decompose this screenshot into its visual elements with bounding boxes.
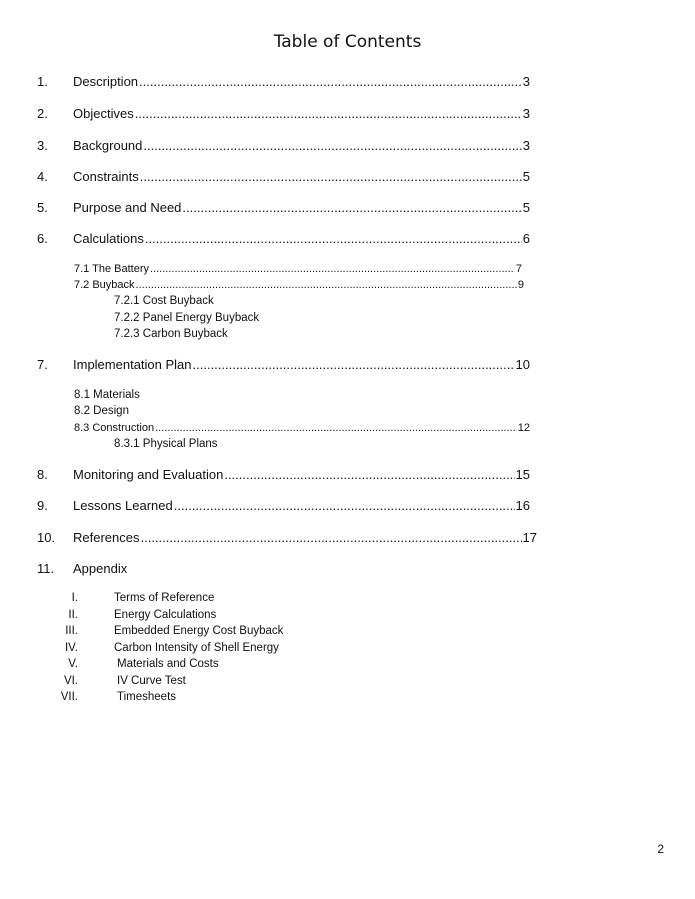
dot-leader: [150, 263, 515, 275]
subentry-page: 12: [517, 422, 530, 434]
dot-leader: [135, 106, 522, 121]
appendix-numeral: I.: [71, 592, 78, 604]
entry-page: 16: [515, 498, 530, 513]
entry-label: Monitoring and Evaluation: [73, 467, 224, 482]
toc-subentry-materials[interactable]: 8.1 Materials: [74, 389, 140, 401]
appendix-item-timesheets[interactable]: Timesheets: [117, 691, 177, 703]
toc-subentry-battery[interactable]: [74, 263, 522, 275]
entry-page: 5: [522, 169, 530, 184]
entry-number: 8.: [37, 467, 48, 482]
entry-page: 3: [522, 106, 530, 121]
entry-label: Objectives: [73, 106, 134, 121]
dot-leader: [140, 169, 522, 184]
appendix-numeral: VI.: [63, 675, 78, 687]
toc-entry-purpose-and-need[interactable]: [37, 200, 530, 215]
entry-number: 3.: [37, 138, 48, 153]
subentry-label: 7.1 The Battery: [74, 263, 150, 275]
appendix-item-materials-and-costs[interactable]: Materials and Costs: [117, 658, 219, 670]
dot-leader: [145, 231, 522, 246]
entry-label: References: [73, 530, 140, 545]
toc-entry-objectives[interactable]: [37, 106, 530, 121]
appendix-numeral: III.: [65, 625, 78, 637]
toc-subentry-design[interactable]: 8.2 Design: [74, 405, 129, 417]
entry-label: Purpose and Need: [73, 200, 182, 215]
appendix-numeral: II.: [68, 609, 78, 621]
entry-number: 9.: [37, 498, 48, 513]
appendix-numeral: VII.: [60, 691, 78, 703]
entry-page: 10: [515, 357, 530, 372]
dot-leader: [155, 422, 517, 434]
entry-page: 15: [515, 467, 530, 482]
page-number: 2: [657, 842, 664, 856]
entry-label: Background: [73, 138, 143, 153]
appendix-numeral: V.: [68, 658, 78, 670]
toc-subentry-physical-plans[interactable]: 8.3.1 Physical Plans: [114, 438, 218, 450]
toc-entry-description[interactable]: [37, 74, 530, 89]
entry-page: 5: [522, 200, 530, 215]
dot-leader: [224, 467, 514, 482]
toc-subentry-carbon-buyback[interactable]: 7.2.3 Carbon Buyback: [114, 328, 228, 340]
toc-entry-constraints[interactable]: [37, 169, 530, 184]
toc-entry-calculations[interactable]: [37, 231, 530, 246]
toc-entry-monitoring-evaluation[interactable]: [37, 467, 530, 482]
entry-label: Appendix: [73, 561, 128, 576]
entry-page: 3: [522, 138, 530, 153]
dot-leader: [193, 357, 515, 372]
appendix-item-iv-curve-test[interactable]: IV Curve Test: [117, 675, 186, 687]
toc-subentry-buyback[interactable]: [74, 279, 524, 291]
entry-label: Calculations: [73, 231, 144, 246]
toc-entry-appendix[interactable]: [37, 561, 530, 576]
dot-leader: [140, 530, 521, 545]
page-title: Table of Contents: [273, 32, 422, 52]
appendix-numeral: IV.: [64, 642, 78, 654]
entry-page: 3: [522, 74, 530, 89]
subentry-label: 7.2 Buyback: [74, 279, 135, 291]
entry-number: 6.: [37, 231, 48, 246]
subentry-page: 7: [515, 263, 522, 275]
toc-entry-lessons-learned[interactable]: [37, 498, 530, 513]
appendix-item-energy-calculations[interactable]: Energy Calculations: [114, 609, 217, 621]
toc-subentry-panel-energy-buyback[interactable]: 7.2.2 Panel Energy Buyback: [114, 312, 260, 324]
dot-leader: [174, 498, 515, 513]
toc-entry-background[interactable]: [37, 138, 530, 153]
dot-leader: [182, 200, 521, 215]
entry-label: Lessons Learned: [73, 498, 173, 513]
toc-subentry-cost-buyback[interactable]: 7.2.1 Cost Buyback: [114, 295, 214, 307]
entry-label: Constraints: [73, 169, 139, 184]
entry-number: 2.: [37, 106, 48, 121]
entry-number: 10.: [37, 530, 56, 545]
dot-leader: [136, 279, 517, 291]
toc-entry-references[interactable]: [37, 530, 537, 545]
entry-label: Implementation Plan: [73, 357, 192, 372]
entry-page: 6: [522, 231, 530, 246]
entry-number: 1.: [37, 74, 48, 89]
dot-leader: [139, 74, 522, 89]
appendix-item-carbon-intensity[interactable]: Carbon Intensity of Shell Energy: [114, 642, 279, 654]
entry-number: 11.: [37, 561, 55, 576]
entry-number: 4.: [37, 169, 48, 184]
subentry-label: 8.3 Construction: [74, 422, 155, 434]
entry-label: Description: [73, 74, 139, 89]
entry-number: 7.: [37, 357, 48, 372]
subentry-page: 9: [517, 279, 524, 291]
toc-entry-implementation-plan[interactable]: [37, 357, 530, 372]
appendix-item-terms-of-reference[interactable]: Terms of Reference: [114, 592, 215, 604]
entry-page: 17: [522, 530, 537, 545]
dot-leader: [143, 138, 521, 153]
toc-subentry-construction[interactable]: [74, 422, 530, 434]
appendix-item-embedded-energy-cost-buyback[interactable]: Embedded Energy Cost Buyback: [114, 625, 284, 637]
entry-number: 5.: [37, 200, 48, 215]
